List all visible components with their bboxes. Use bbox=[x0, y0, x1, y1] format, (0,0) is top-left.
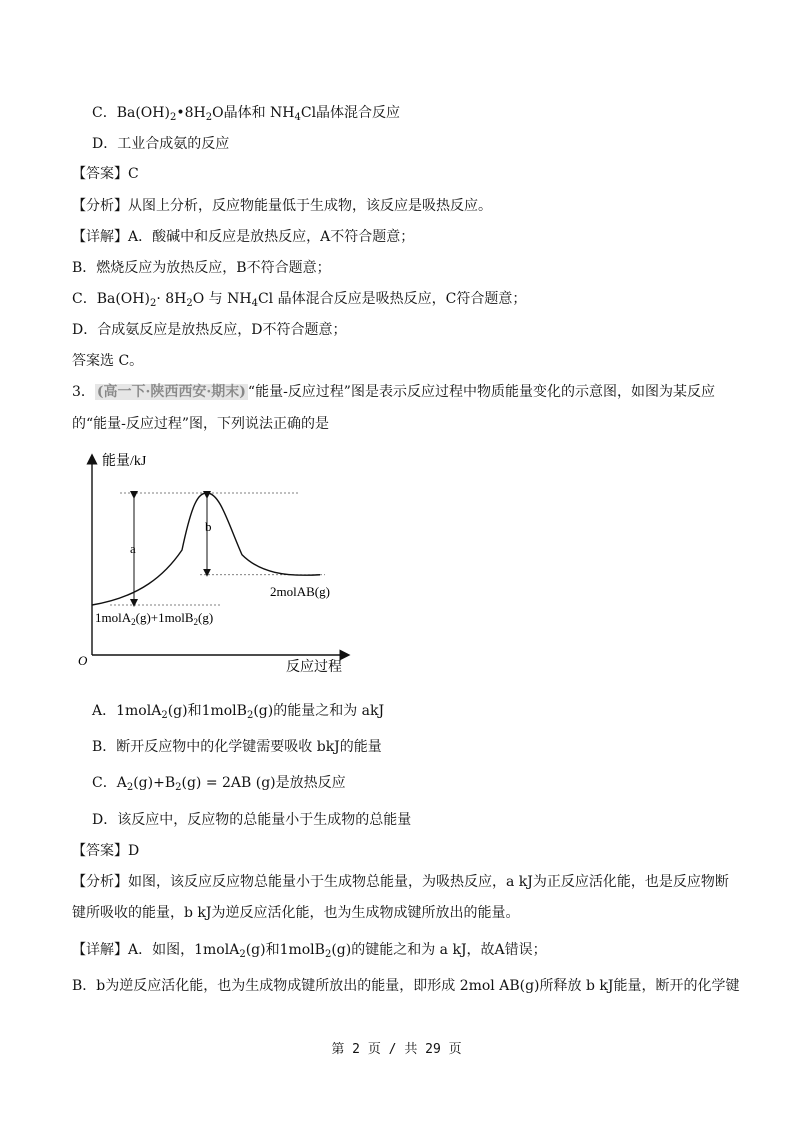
option-c: C．$A_2(g)+B_2(g) = 2AB$ (g)是放热反应 bbox=[92, 775, 346, 793]
answer-line: 【答案】C bbox=[72, 166, 139, 182]
analysis-line: 【分析】从图上分析，反应物能量低于生成物，该反应是吸热反应。 bbox=[72, 198, 492, 214]
detail-line-2a: 【详解】A．如图，1molA$_2$(g)和1molB$_2$(g)的键能之和为 a kJ，故A错误； bbox=[72, 942, 547, 960]
answer-line-2: 【答案】D bbox=[72, 843, 140, 859]
option-a: A．1molA$_2$(g)和1molB$_2$(g)的能量之和为 akJ bbox=[92, 703, 385, 721]
reactant-label: 1molA$_2$(g)+1molB$_2$(g) bbox=[95, 610, 214, 627]
option-d: D．该反应中，反应物的总能量小于生成物的总能量 bbox=[92, 812, 412, 828]
detail-line-2b: B．b为逆反应活化能，也为生成物成键所放出的能量，即形成 2mol AB(g)所释放 b kJ能量，断开的化学键 bbox=[72, 978, 740, 994]
question-stem-line-2: 的“能量-反应过程”图，下列说法正确的是 bbox=[72, 416, 330, 432]
analysis-line-2b: 键所吸收的能量，b kJ为逆反应活化能，也为生成物成键所放出的能量。 bbox=[72, 905, 520, 921]
question-stem-line-1: 3． (高一下·陕西西安·期末) “能量-反应过程”图是表示反应过程中物质能量变化的示意图，如图为某反应 bbox=[72, 384, 715, 400]
option-b: B．断开反应物中的化学键需要吸收 bkJ的能量 bbox=[92, 739, 382, 755]
arrow-b-label: b bbox=[205, 518, 212, 534]
option-c-line: C．$Ba(OH)_2•8H_2O$晶体和 $NH_4Cl$晶体混合反应 bbox=[92, 105, 401, 123]
energy-diagram bbox=[70, 445, 370, 685]
option-d-line: D．工业合成氨的反应 bbox=[92, 136, 230, 152]
detail-line-d: D．合成氨反应是放热反应，D不符合题意； bbox=[72, 322, 347, 338]
arrow-a-label: a bbox=[130, 541, 136, 556]
detail-line-a: 【详解】A．酸碱中和反应是放热反应，A不符合题意； bbox=[72, 229, 415, 245]
question-number: 3． bbox=[72, 384, 95, 400]
page-footer: 第 2 页 / 共 29 页 bbox=[331, 1042, 462, 1057]
conclusion-line: 答案选 C。 bbox=[72, 353, 144, 369]
x-axis-label: 反应过程 bbox=[286, 660, 342, 675]
product-label: 2molAB(g) bbox=[270, 584, 330, 599]
analysis-line-2a: 【分析】如图，该反应反应物总能量小于生成物总能量，为吸热反应，a kJ为正反应活化能，也是反应物断 bbox=[72, 874, 729, 890]
origin-label: O bbox=[78, 653, 88, 668]
question-source: (高一下·陕西西安·期末) bbox=[96, 384, 246, 400]
detail-line-c: C．$Ba(OH)_2\cdot 8H_2O$ 与 $NH_4Cl$ 晶体混合反应是吸热反应，C符合题意； bbox=[72, 291, 527, 309]
y-axis-label: 能量/kJ bbox=[102, 454, 147, 469]
detail-line-b: B．燃烧反应为放热反应，B不符合题意； bbox=[72, 260, 331, 276]
